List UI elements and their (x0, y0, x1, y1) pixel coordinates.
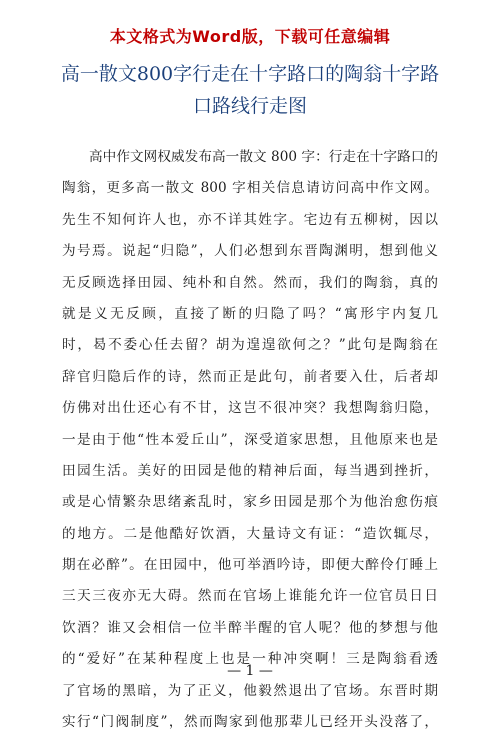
format-notice-banner: 本文格式为Word版，下载可任意编辑 (109, 27, 391, 46)
page-number: — 1 — (227, 663, 273, 679)
body-text-line: 期在必醉”。在田园中，他可举酒吟诗，即便大醉伶仃睡上 (62, 557, 438, 574)
body-text-line: 的地方。二是他酷好饮酒，大量诗文有证：“造饮辄尽， (62, 525, 438, 542)
body-text-line: 时，曷不委心任去留？胡为遑遑欲何之？”此句是陶翁在 (62, 337, 438, 354)
body-text-line: 高中作文网权威发布高一散文 800 字：行走在十字路口的 (89, 149, 438, 165)
body-text-line: 饮酒？谁又会相信一位半醉半醒的官人呢？他的梦想与他 (62, 619, 438, 636)
body-text-line: 就是义无反顾，直接了断的归隐了吗？“寓形宇内复几 (62, 305, 438, 322)
body-text-line: 仿佛对出仕还心有不甘，这岂不很冲突？我想陶翁归隐， (62, 400, 438, 417)
body-text-line: 辞官归隐后作的诗，然而正是此句，前者要入仕，后者却 (62, 368, 438, 385)
body-text-line: 实行“门阀制度”，然而陶家到他那辈儿已经开头没落了， (62, 714, 438, 731)
document-body (62, 142, 438, 738)
body-text-line: 一是由于他“性本爱丘山”，深受道家思想，且他原来也是 (62, 431, 438, 448)
body-text-line: 先生不知何许人也，亦不详其姓字。宅边有五柳树，因以 (62, 211, 438, 228)
body-text-line: 为号焉。说起“归隐”，人们必想到东晋陶渊明，想到他义 (62, 243, 438, 260)
body-text-line: 了官场的黑暗，为了正义，他毅然退出了官场。东晋时期 (62, 682, 438, 699)
body-text-line: 田园生活。美好的田园是他的精神后面，每当遇到挫折， (62, 462, 438, 479)
document-title: 高一散文800字行走在十字路口的陶翁十字路口路线行走图 (60, 63, 440, 117)
body-text-line: 陶翁，更多高一散文 800 字相关信息请访问高中作文网。 (62, 180, 438, 197)
body-text-line: 或是心情繁杂思绪紊乱时，家乡田园是那个为他治愈伤痕 (62, 494, 438, 511)
body-text-line: 的“爱好”在某种程度上也是一种冲突啊！三是陶翁看透 (62, 651, 438, 668)
body-text-line: 无反顾选择田园、纯朴和自然。然而，我们的陶翁，真的 (62, 274, 438, 291)
body-text-line: 三天三夜亦无大碍。然而在官场上谁能允许一位官员日日 (62, 588, 438, 605)
